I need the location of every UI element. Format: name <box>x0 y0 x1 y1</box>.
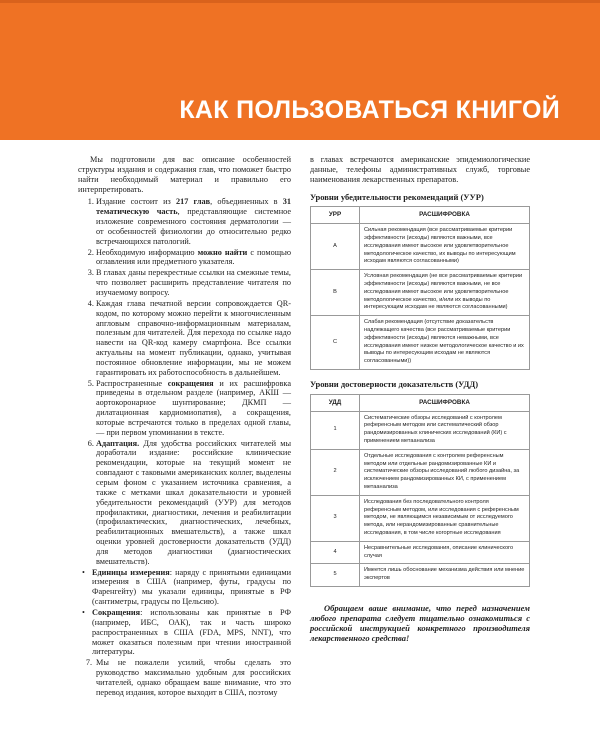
table-row <box>311 449 530 495</box>
level-description: Слабая рекомендация (отсутствие доказательств надлежащего качества (все рассматриваемые критерии эффективности (исходы) являются неважными, все исследования имеют низкое методологическое качество и их выводы по интересующим исходам не являются согласованными)) <box>360 316 530 370</box>
adaptation-bullets <box>78 568 291 658</box>
table-row <box>311 270 530 316</box>
level-description: Отдельные исследования с контролем референсным методом или отдельные рандомизированные КИ и систематические обзоры исследований любого дизайна, за исключением рандомизированных КИ, с применением метаанализа <box>360 449 530 495</box>
udd-table-title: Уровни достоверности доказательств (УДД) <box>310 378 479 389</box>
level-description: Исследования без последовательного контроля референсным методом, или исследования с референсным методом, не являющимся независимым от исследуемого метода, или нерандомизированные сравнительные исследования, в том числе когортные исследования <box>360 495 530 541</box>
emphasis-text: Сокращения <box>92 607 141 617</box>
body-text: и их расшифровка приведены в отдельном разделе (например, АКШ — аортокоронарное шунтирование; ДКМП — дилатационная кардиомиопатия), а сокращения, которые встречаются только в пределах одной главы, — при первом упоминании в тексте. <box>96 378 291 437</box>
level-code: 5 <box>311 564 360 587</box>
list-item <box>96 268 291 298</box>
page-title: КАК ПОЛЬЗОВАТЬСЯ КНИГОЙ <box>179 96 560 124</box>
features-list <box>78 197 291 566</box>
table-row <box>311 411 530 449</box>
list-item <box>96 299 291 378</box>
table-row <box>311 541 530 564</box>
emphasis-text: сокращения <box>167 378 214 388</box>
level-code: B <box>311 270 360 316</box>
column-header-description: РАСШИФРОВКА <box>360 394 530 411</box>
intro-paragraph: Мы подготовили для вас описание особенностей структуры издания и содержания глав, что поможет быстро найти необходимый материал и правильно его интерпретировать. <box>78 155 291 194</box>
uur-table-title: Уровни убедительности рекомендаций (УУР) <box>310 191 484 202</box>
body-text: : наряду с принятыми единицами измерения в США (например, футы, градусы по Фаренгейту) мы указали единицы, принятые в РФ (сантиметры, градусы по Цельсию). <box>92 567 291 607</box>
body-text: Каждая глава печатной версии сопровождается QR-кодом, по которому можно перейти к многочисленным апгловым справочно-информационным материалам, полезным для читателей. Для перехода по ссылке надо навести на QR-код камеру смартфона. Все ссылки актуальны на момент публикации, однако, учитывая постоянное обновление информации, мы не можем гарантировать их работоспособность в дальнейшем. <box>96 298 291 377</box>
level-code: 1 <box>311 411 360 449</box>
list-item-text: Мы не пожалели усилий, чтобы сделать это руководство максимально удобным для российских читателей, однако обращаем ваше внимание, что это перевод издания, которое выходит в США, поэтому <box>96 658 291 697</box>
header-top-strip <box>0 0 600 3</box>
right-column <box>310 155 530 643</box>
continuation-paragraph: в главах встречаются американские эпидемиологические данные, телефоны административных служб, торговые наименования лекарственных препаратов. <box>310 155 530 184</box>
table-row <box>311 224 530 270</box>
level-code: C <box>311 316 360 370</box>
level-code: 3 <box>311 495 360 541</box>
body-text: , объединенных в <box>210 197 283 207</box>
level-description: Условная рекомендация (не все рассматриваемые критерии эффективности (исходы) являются важными, не все исследования имеют высокое или удовлетворительное методологическое качество, и/или их выводы по интересующим исходам не являются согласованными) <box>360 270 530 316</box>
list-item-number: 7. <box>85 658 92 668</box>
uur-table <box>310 206 530 370</box>
list-item <box>96 248 291 268</box>
body-text: В главах даны перекрестные ссылки на смежные темы, что позволяет расширить представление читателя по изучаемому вопросу. <box>96 268 291 297</box>
emphasis-text: Единицы измерения <box>92 567 170 577</box>
column-header-code: УДД <box>311 394 360 411</box>
list-item <box>96 439 291 567</box>
list-item <box>96 379 291 438</box>
table-header-row <box>311 394 530 411</box>
body-text: , представляющие системное изложение современного состояния дерматологии — от особенностей физиологии до относительно редко встречающихся патологий. <box>96 207 291 246</box>
column-header-code: УРР <box>311 207 360 224</box>
table-row <box>311 495 530 541</box>
list-item <box>96 197 291 246</box>
bullet-item <box>92 608 291 657</box>
features-list-continued <box>78 658 291 697</box>
emphasis-text: Адаптация. <box>96 438 140 448</box>
table-row <box>311 564 530 587</box>
emphasis-text: можно найти <box>197 247 248 257</box>
body-text: с помощью оглавления или предметного указателя. <box>96 247 291 267</box>
column-header-description: РАСШИФРОВКА <box>360 207 530 224</box>
body-text: : использованы как принятые в РФ (например, ИБС, ОАК), так и часть широко распространенных в США (FDA, MPS, NNT), что может оказаться полезным при чтении иностранной литературы. <box>92 607 291 657</box>
list-item <box>85 658 291 697</box>
udd-table <box>310 394 530 587</box>
body-text: Издание состоит из <box>96 197 176 207</box>
body-text: Необходимую информацию <box>96 247 198 257</box>
medication-warning: Обращаем ваше внимание, что перед назначением любого препарата следует тщательно ознакомиться с российской инструкцией конкретного производителя лекарственного средства! <box>310 603 530 643</box>
emphasis-text: 31 тематическую часть <box>96 197 291 217</box>
level-description: Несравнительные исследования, описание клинического случая <box>360 541 530 564</box>
level-description: Систематические обзоры исследований с контролем референсным методом или систематический обзор рандомизированных клинических исследований (КИ) с применением метаанализа <box>360 411 530 449</box>
level-code: A <box>311 224 360 270</box>
table-header-row <box>311 207 530 224</box>
body-text: Для удобства российских читателей мы доработали издание: российские клинические рекомендации, которые на текущий момент не совпадают с таковыми американских коллег, выделены серым фоном с указанием источника сравнения, а также с метками шкал доказательности и уровней убедительности рекомендаций (УУР) для методов профилактики, диагностики, лечения и реабилитации (профилактических, диагностических, лечебных, реабилитационных вмешательств), а также шкал оценки уровней достоверности доказательств (УДД) для методов диагностики (диагностических вмешательств). <box>96 438 291 566</box>
header-banner <box>0 0 600 140</box>
level-description: Имеется лишь обоснование механизма действия или мнение экспертов <box>360 564 530 587</box>
table-row <box>311 316 530 370</box>
level-description: Сильная рекомендация (все рассматриваемые критерии эффективности (исходы) являются важными, все исследования имеют высокое или удовлетворительное методологическое качество, их выводы по интересующим исходам являются согласованными) <box>360 224 530 270</box>
bullet-item <box>92 568 291 607</box>
body-text: Распространенные <box>96 378 168 388</box>
emphasis-text: 217 глав <box>175 197 211 207</box>
level-code: 4 <box>311 541 360 564</box>
level-code: 2 <box>311 449 360 495</box>
left-column <box>78 155 291 698</box>
